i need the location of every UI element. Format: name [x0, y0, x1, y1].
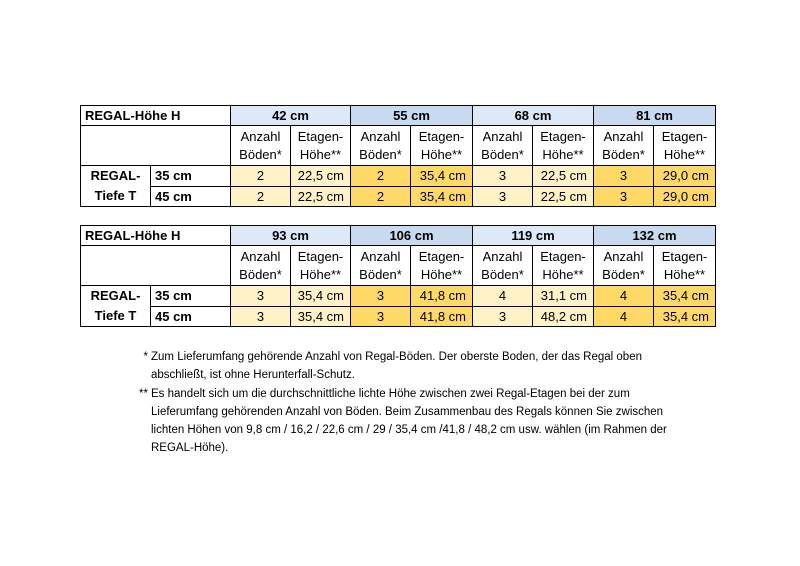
depth-value: 35 cm	[151, 286, 231, 307]
subheader-level-height: Etagen- Höhe**	[654, 126, 716, 166]
table-cell: 48,2 cm	[533, 306, 594, 327]
table-cell: 3	[231, 286, 291, 307]
subheader-level-height: Etagen- Höhe**	[411, 126, 473, 166]
subheader-row	[81, 126, 716, 166]
depth-label: REGAL- Tiefe T	[81, 166, 151, 207]
height-header: 132 cm	[594, 226, 716, 246]
footnote-double-star	[130, 385, 730, 457]
table-cell: 41,8 cm	[411, 306, 473, 327]
table-row	[81, 306, 716, 327]
subheader-level-height: Etagen- Höhe**	[291, 246, 351, 286]
footnote-line: Lieferumfang gehörenden Anzahl von Böden. Beim Zusammenbau des Regals können Sie zwischen	[151, 406, 664, 418]
table-cell: 22,5 cm	[291, 166, 351, 187]
table-cell: 2	[231, 186, 291, 207]
table-cell: 3	[473, 166, 533, 187]
height-header: 119 cm	[473, 226, 594, 246]
footnote-line: Zum Lieferumfang gehörende Anzahl von Regal-Böden. Der oberste Boden, der das Regal oben	[151, 351, 642, 363]
footnote-line: abschließt, ist ohne Herunterfall-Schutz.	[151, 369, 355, 381]
table-cell: 22,5 cm	[533, 166, 594, 187]
subheader-level-height: Etagen- Höhe**	[654, 246, 716, 286]
subheader-count: Anzahl Böden*	[351, 246, 411, 286]
height-header: 42 cm	[231, 106, 351, 126]
table-cell: 2	[351, 166, 411, 187]
footnote-line: lichten Höhen von 9,8 cm / 16,2 / 22,6 cm / 29 / 35,4 cm /41,8 / 48,2 cm usw. wählen (im Rahmen der	[151, 424, 667, 436]
subheader-count: Anzahl Böden*	[351, 126, 411, 166]
table-row	[81, 166, 716, 187]
table-cell: 35,4 cm	[291, 306, 351, 327]
subheader-count: Anzahl Böden*	[231, 246, 291, 286]
subheader-level-height: Etagen- Höhe**	[533, 126, 594, 166]
subheader-count: Anzahl Böden*	[473, 126, 533, 166]
table-cell: 3	[594, 186, 654, 207]
height-header: 55 cm	[351, 106, 473, 126]
empty-cell	[81, 246, 231, 286]
table-cell: 3	[473, 186, 533, 207]
header-row	[81, 106, 716, 126]
depth-value: 35 cm	[151, 166, 231, 187]
table-cell: 2	[351, 186, 411, 207]
subheader-row	[81, 246, 716, 286]
footnote-line: Es handelt sich um die durchschnittliche lichte Höhe zwischen zwei Regal-Etagen bei der zum	[151, 388, 630, 400]
footnote-single-star	[130, 348, 730, 384]
height-header: 106 cm	[351, 226, 473, 246]
table-cell: 29,0 cm	[654, 186, 716, 207]
table-title: REGAL-Höhe H	[81, 106, 231, 126]
subheader-level-height: Etagen- Höhe**	[291, 126, 351, 166]
table-cell: 3	[351, 286, 411, 307]
subheader-count: Anzahl Böden*	[231, 126, 291, 166]
table-cell: 2	[231, 166, 291, 187]
regal-table-2	[80, 225, 716, 327]
table-title: REGAL-Höhe H	[81, 226, 231, 246]
table-cell: 3	[594, 166, 654, 187]
subheader-count: Anzahl Böden*	[594, 246, 654, 286]
table-cell: 41,8 cm	[411, 286, 473, 307]
subheader-count: Anzahl Böden*	[473, 246, 533, 286]
footnote-mark: *	[143, 351, 148, 363]
footnote-mark: **	[139, 388, 148, 400]
table-cell: 35,4 cm	[654, 306, 716, 327]
table-cell: 4	[473, 286, 533, 307]
depth-label: REGAL- Tiefe T	[81, 286, 151, 327]
table-cell: 35,4 cm	[654, 286, 716, 307]
footnote-line: REGAL-Höhe).	[151, 442, 229, 454]
header-row	[81, 226, 716, 246]
height-header: 81 cm	[594, 106, 716, 126]
empty-cell	[81, 126, 231, 166]
table-cell: 35,4 cm	[411, 186, 473, 207]
table-cell: 29,0 cm	[654, 166, 716, 187]
table-cell: 3	[351, 306, 411, 327]
depth-value: 45 cm	[151, 186, 231, 207]
depth-value: 45 cm	[151, 306, 231, 327]
table-cell: 35,4 cm	[291, 286, 351, 307]
table-row	[81, 186, 716, 207]
table-cell: 22,5 cm	[291, 186, 351, 207]
subheader-level-height: Etagen- Höhe**	[411, 246, 473, 286]
table-cell: 4	[594, 306, 654, 327]
table-cell: 4	[594, 286, 654, 307]
subheader-count: Anzahl Böden*	[594, 126, 654, 166]
table-row	[81, 286, 716, 307]
table-cell: 35,4 cm	[411, 166, 473, 187]
subheader-level-height: Etagen- Höhe**	[533, 246, 594, 286]
height-header: 93 cm	[231, 226, 351, 246]
table-cell: 22,5 cm	[533, 186, 594, 207]
table-cell: 31,1 cm	[533, 286, 594, 307]
table-cell: 3	[231, 306, 291, 327]
height-header: 68 cm	[473, 106, 594, 126]
regal-table-1	[80, 105, 716, 207]
table-cell: 3	[473, 306, 533, 327]
